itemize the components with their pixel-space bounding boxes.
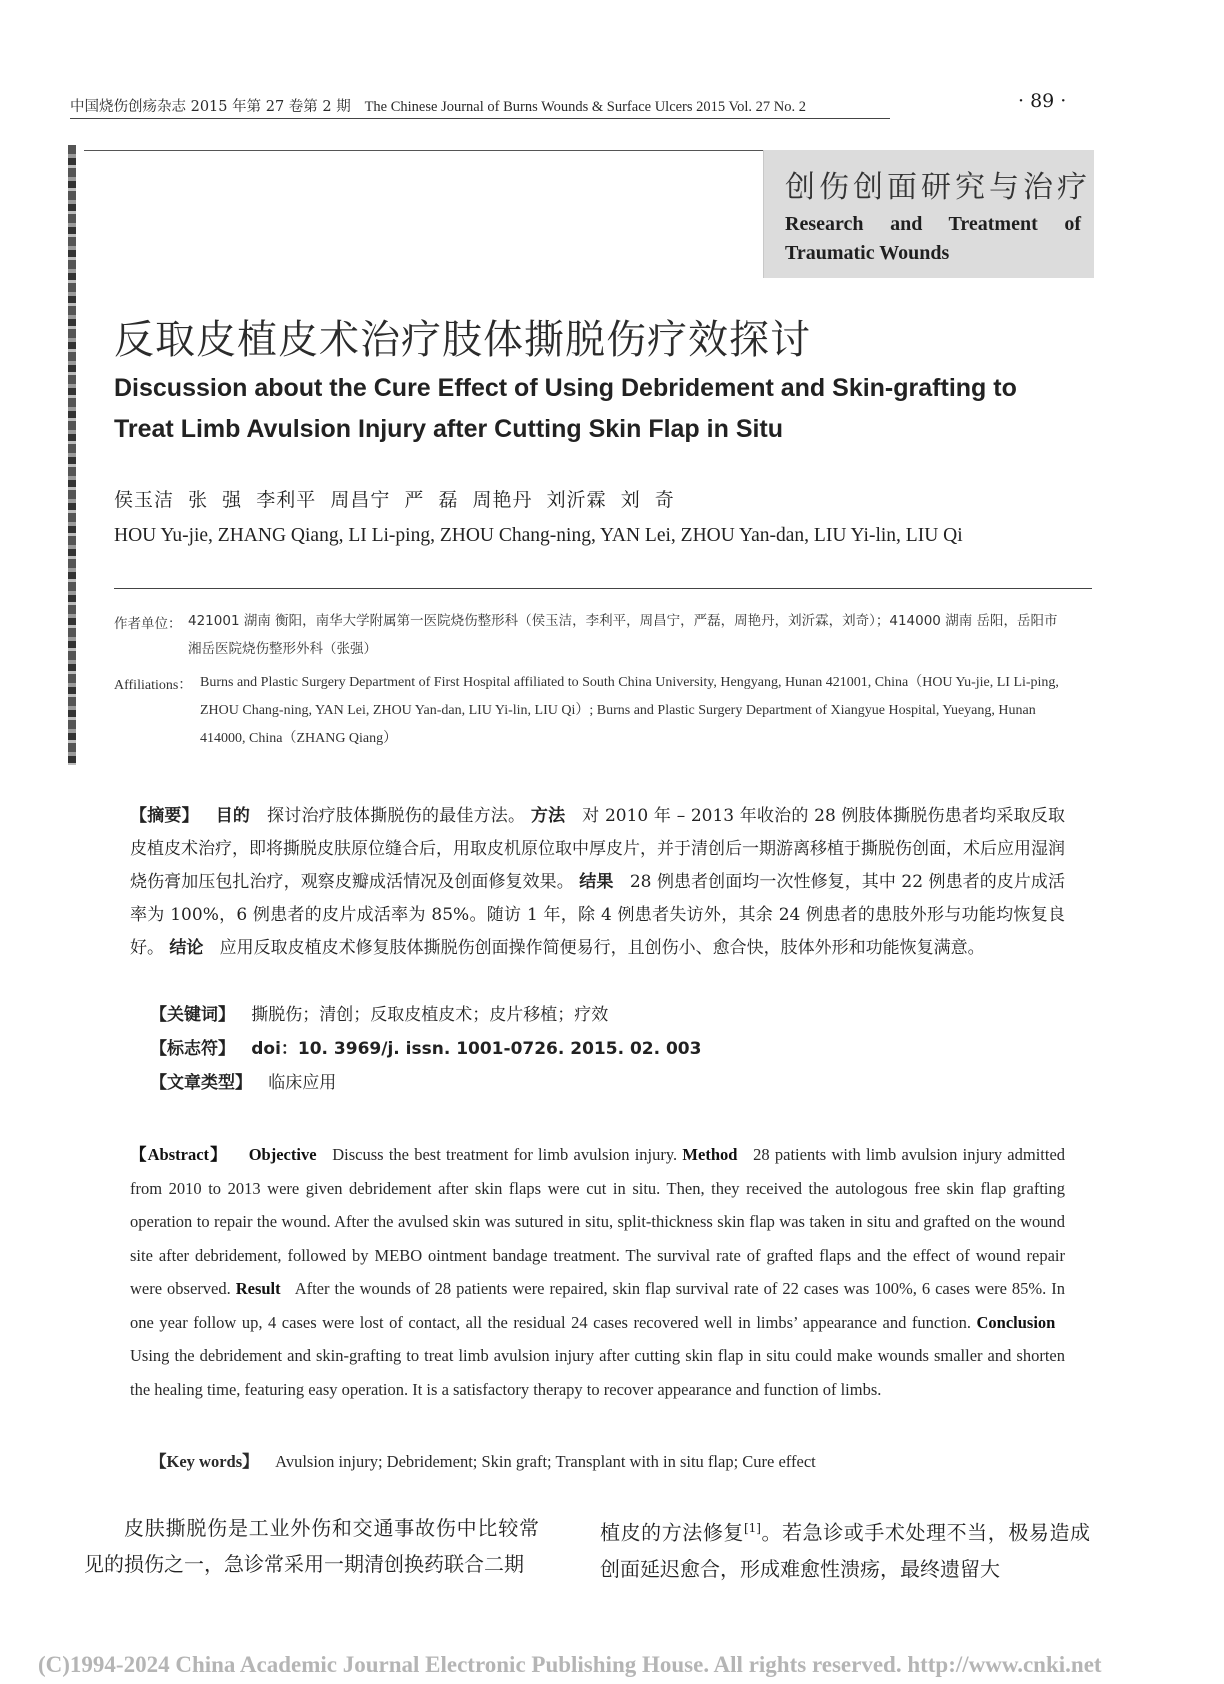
section-top-rule <box>84 150 763 151</box>
keywords-cn-label: 【关键词】 <box>150 1005 235 1025</box>
affiliation-en-text: Burns and Plastic Surgery Department of First Hospital affiliated to South China University, Hengyang, Hunan 421001, China（HOU Yu-jie, LI Li-ping, ZHOU Chang-ning, YAN Lei, ZHOU Yan-dan, LIU Yi-lin, LIU Qi）; Burns and Plastic Surgery Department of Xiangyue Hospital, Yueyang, Hunan 414000, China（ZHANG Qiang） <box>200 675 1059 746</box>
column-name-cn: 创伤创面研究与治疗 <box>785 170 1091 205</box>
page-number: · 89 · <box>1018 90 1067 112</box>
authors-rule <box>114 588 1092 589</box>
body-right-text-1: 植皮的方法修复 <box>600 1520 744 1545</box>
running-header-cn: 中国烧伤创疡杂志 2015 年第 27 卷第 2 期 <box>70 99 351 115</box>
abstract-cn-method: 对 2010 年 – 2013 年收治的 28 例肢体撕脱伤患者均采取反取皮植皮术治疗，即将撕脱皮肤原位缝合后，用取皮机原位取中厚皮片，并于清创后一期游离移植于撕脱伤创面，术后应用湿润烧伤膏加压包扎治疗，观察皮瓣成活情况及创面修复效果。 <box>130 806 1066 892</box>
doi-row <box>150 1034 701 1059</box>
citation-ref: [1] <box>743 1521 761 1535</box>
abstract-en-method: 28 patients with limb avulsion injury admitted from 2010 to 2013 were given debridement after skin flaps were cut in situ. Then, they received the autologous free skin flap grafting operation to repair the wound. After the avulsed skin was sutured in situ, split-thickness skin flap was taken in situ and grafted on the wound site after debridement, followed by MEBO ointment bandage treatment. The survival rate of grafted flaps and the effect of wound repair were observed. <box>130 1145 1066 1298</box>
abstract-cn-method-tag: 方法 <box>530 806 566 826</box>
article-type-label: 【文章类型】 <box>150 1073 252 1093</box>
keywords-en-label: 【Key words】 <box>150 1452 259 1471</box>
authors-en: HOU Yu-jie, ZHANG Qiang, LI Li-ping, ZHOU Chang-ning, YAN Lei, ZHOU Yan-dan, LIU Yi-lin, LIU Qi <box>114 525 963 546</box>
body-right-column <box>600 1510 1090 1587</box>
abstract-en-method-tag: Method <box>682 1145 738 1164</box>
article-title-en: Discussion about the Cure Effect of Using Debridement and Skin-grafting to Treat Limb Avulsion Injury after Cutting Skin Flap in Situ <box>114 374 1017 443</box>
abstract-cn-label: 【摘要】 <box>130 806 199 826</box>
doi-value: doi：10. 3969/j. issn. 1001-0726. 2015. 02. 003 <box>251 1039 702 1059</box>
header-rule <box>70 118 890 119</box>
running-header <box>70 95 806 116</box>
abstract-cn-objective: 探讨治疗肢体撕脱伤的最佳方法。 <box>267 806 526 826</box>
abstract-en-label: 【Abstract】 <box>130 1145 228 1164</box>
article-title-cn: 反取皮植皮术治疗肢体撕脱伤疗效探讨 <box>114 317 811 363</box>
column-name-en-line2: Traumatic Wounds <box>785 242 950 264</box>
doi-label: 【标志符】 <box>150 1039 235 1059</box>
abstract-en-result: After the wounds of 28 patients were repaired, skin flap survival rate of 22 cases was 100%, 6 cases were 85%. In one year follow up, 4 cases were lost of contact, all the residual 24 cases recovered well in limbs’ appearance and function. <box>130 1279 1066 1332</box>
abstract-en <box>130 1138 1065 1406</box>
keywords-en: Avulsion injury; Debridement; Skin graft; Transplant with in situ flap; Cure effect <box>275 1452 816 1471</box>
abstract-cn-conclusion: 应用反取皮植皮术修复肢体撕脱伤创面操作简便易行，且创伤小、愈合快，肢体外形和功能恢复满意。 <box>219 938 985 958</box>
affiliation-en-label: Affiliations： <box>114 678 193 693</box>
authors-cn: 侯玉洁 张 强 李利平 周昌宁 严 磊 周艳丹 刘沂霖 刘 奇 <box>114 489 675 511</box>
running-header-en: The Chinese Journal of Burns Wounds & Surface Ulcers 2015 Vol. 27 No. 2 <box>364 99 806 115</box>
scan-edge-bar <box>68 145 76 765</box>
abstract-cn-conclusion-tag: 结论 <box>169 938 204 958</box>
abstract-cn-result-tag: 结果 <box>579 872 614 892</box>
article-type-row <box>150 1068 336 1093</box>
abstract-en-objective: Discuss the best treatment for limb avulsion injury. <box>332 1145 678 1164</box>
body-left-column: 皮肤撕脱伤是工业外伤和交通事故伤中比较常见的损伤之一，急诊常采用一期清创换药联合二期 <box>84 1516 539 1576</box>
copyright-footer: (C)1994-2024 China Academic Journal Electronic Publishing House. All rights reserved. http://www.cnki.net <box>38 1652 1102 1677</box>
abstract-en-result-tag: Result <box>235 1279 281 1298</box>
abstract-cn <box>130 800 1065 965</box>
keywords-en-row <box>150 1448 816 1472</box>
body-right-text-2: 。若急诊或手术处理不当，极易造成创面延迟愈合，形成难愈性溃疡，最终遗留大 <box>600 1520 1091 1581</box>
abstract-en-conclusion: Using the debridement and skin-grafting to treat limb avulsion injury after cutting skin flap in situ could make wounds smaller and shorten the healing time, featuring easy operation. It is a satisfactory therapy to recover appearance and function of limbs. <box>130 1346 1065 1399</box>
affiliation-cn-label: 作者单位： <box>114 616 182 632</box>
abstract-cn-result: 28 例患者创面均一次性修复，其中 22 例患者的皮片成活率为 100%，6 例患者的皮片成活率为 85%。随访 1 年，除 4 例患者失访外，其余 24 例患者的患肢外形与功能均恢复良好。 <box>130 872 1066 958</box>
keywords-cn-row <box>150 1000 608 1025</box>
abstract-en-objective-tag: Objective <box>248 1145 317 1164</box>
keywords-cn: 撕脱伤；清创；反取皮植皮术；皮片移植；疗效 <box>251 1005 609 1025</box>
abstract-en-conclusion-tag: Conclusion <box>976 1312 1056 1332</box>
article-type-value: 临床应用 <box>268 1073 337 1093</box>
abstract-cn-objective-tag: 目的 <box>215 806 251 826</box>
column-name-en-line1: Research and Treatment of <box>785 213 1081 235</box>
affiliation-cn-text: 421001 湖南 衡阳，南华大学附属第一医院烧伤整形科（侯玉洁，李利平，周昌宁，严磊，周艳丹，刘沂霖，刘奇）；414000 湖南 岳阳，岳阳市湘岳医院烧伤整形外科（张强） <box>188 613 1058 657</box>
